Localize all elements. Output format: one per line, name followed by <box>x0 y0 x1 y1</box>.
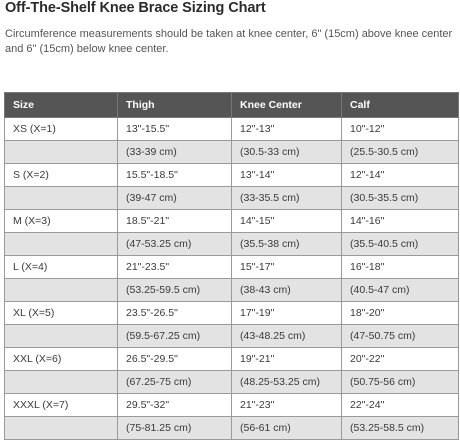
size-cell: L (X=4) <box>5 256 118 279</box>
size-cell: M (X=3) <box>5 210 118 233</box>
table-row-inches <box>5 210 459 233</box>
size-cell: XXXL (X=7) <box>5 394 118 417</box>
thigh-inches-cell: 26.5"-29.5" <box>118 348 232 371</box>
knee-cm-cell: (30.5-33 cm) <box>232 141 342 164</box>
knee-inches-cell: 14"-15" <box>232 210 342 233</box>
table-row-cm <box>5 141 459 164</box>
size-cell: XS (X=1) <box>5 118 118 141</box>
size-cell-empty <box>5 233 118 256</box>
size-cell-empty <box>5 187 118 210</box>
calf-inches-cell: 14"-16" <box>342 210 459 233</box>
calf-inches-cell: 18"-20" <box>342 302 459 325</box>
size-cell-empty <box>5 141 118 164</box>
knee-cm-cell: (35.5-38 cm) <box>232 233 342 256</box>
calf-inches-cell: 16"-18" <box>342 256 459 279</box>
calf-cm-cell: (47-50.75 cm) <box>342 325 459 348</box>
measurement-instructions: Circumference measurements should be taken at knee center, 6" (15cm) above knee center and 6" (15cm) below knee center. <box>5 28 453 55</box>
knee-inches-cell: 21"-23" <box>232 394 342 417</box>
table-row-cm <box>5 371 459 394</box>
thigh-inches-cell: 23.5"-26.5" <box>118 302 232 325</box>
thigh-inches-cell: 13"-15.5" <box>118 118 232 141</box>
table-row-inches <box>5 118 459 141</box>
knee-inches-cell: 17"-19" <box>232 302 342 325</box>
thigh-cm-cell: (67.25-75 cm) <box>118 371 232 394</box>
thigh-inches-cell: 21"-23.5" <box>118 256 232 279</box>
knee-inches-cell: 13"-14" <box>232 164 342 187</box>
calf-cm-cell: (40.5-47 cm) <box>342 279 459 302</box>
table-row-cm <box>5 187 459 210</box>
thigh-cm-cell: (53.25-59.5 cm) <box>118 279 232 302</box>
thigh-inches-cell: 15.5"-18.5" <box>118 164 232 187</box>
table-row-inches <box>5 394 459 417</box>
header-thigh: Thigh <box>118 93 232 118</box>
header-calf: Calf <box>342 93 459 118</box>
calf-inches-cell: 10"-12" <box>342 118 459 141</box>
size-cell: S (X=2) <box>5 164 118 187</box>
knee-cm-cell: (43-48.25 cm) <box>232 325 342 348</box>
size-cell: XXL (X=6) <box>5 348 118 371</box>
thigh-inches-cell: 29.5"-32" <box>118 394 232 417</box>
calf-inches-cell: 12"-14" <box>342 164 459 187</box>
size-cell: XL (X=5) <box>5 302 118 325</box>
thigh-cm-cell: (39-47 cm) <box>118 187 232 210</box>
page-title: Off-The-Shelf Knee Brace Sizing Chart <box>5 0 266 16</box>
knee-inches-cell: 19"-21" <box>232 348 342 371</box>
header-size: Size <box>5 93 118 118</box>
table-row-cm <box>5 233 459 256</box>
knee-cm-cell: (38-43 cm) <box>232 279 342 302</box>
size-cell-empty <box>5 371 118 394</box>
table-row-inches <box>5 256 459 279</box>
thigh-cm-cell: (59.5-67.25 cm) <box>118 325 232 348</box>
calf-inches-cell: 20"-22" <box>342 348 459 371</box>
table-row-cm <box>5 279 459 302</box>
table-row-cm <box>5 417 459 440</box>
knee-cm-cell: (56-61 cm) <box>232 417 342 440</box>
calf-cm-cell: (30.5-35.5 cm) <box>342 187 459 210</box>
calf-cm-cell: (50.75-56 cm) <box>342 371 459 394</box>
calf-cm-cell: (53.25-58.5 cm) <box>342 417 459 440</box>
header-knee-center: Knee Center <box>232 93 342 118</box>
size-cell-empty <box>5 279 118 302</box>
knee-cm-cell: (48.25-53.25 cm) <box>232 371 342 394</box>
knee-inches-cell: 15"-17" <box>232 256 342 279</box>
size-cell-empty <box>5 417 118 440</box>
size-cell-empty <box>5 325 118 348</box>
thigh-cm-cell: (33-39 cm) <box>118 141 232 164</box>
knee-cm-cell: (33-35.5 cm) <box>232 187 342 210</box>
thigh-cm-cell: (75-81.25 cm) <box>118 417 232 440</box>
table-header-row <box>5 93 459 118</box>
calf-inches-cell: 22"-24" <box>342 394 459 417</box>
sizing-table <box>4 92 459 440</box>
table-row-inches <box>5 302 459 325</box>
thigh-inches-cell: 18.5"-21" <box>118 210 232 233</box>
table-row-cm <box>5 325 459 348</box>
knee-inches-cell: 12"-13" <box>232 118 342 141</box>
thigh-cm-cell: (47-53.25 cm) <box>118 233 232 256</box>
table-row-inches <box>5 164 459 187</box>
table-row-inches <box>5 348 459 371</box>
calf-cm-cell: (25.5-30.5 cm) <box>342 141 459 164</box>
calf-cm-cell: (35.5-40.5 cm) <box>342 233 459 256</box>
